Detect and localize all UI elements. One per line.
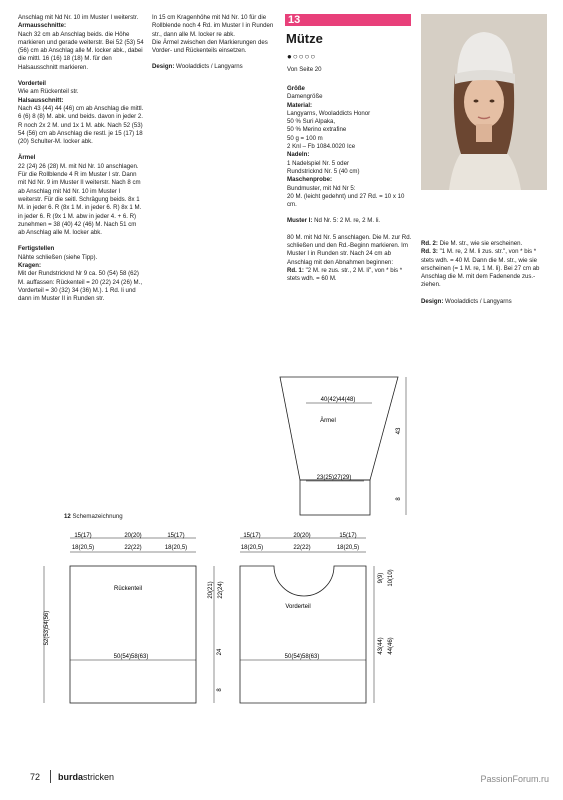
front-width: 50(54)58(63) [284, 654, 320, 660]
front-neck-depth-2: 10(10) [388, 569, 394, 587]
paragraph: 50 g = 100 m [287, 134, 323, 142]
sleeve-cuff-height: 8 [396, 497, 402, 501]
footer-divider [50, 770, 51, 783]
page-number: 72 [30, 772, 41, 782]
paragraph: Halsausschnitt: [18, 96, 64, 104]
paragraph: Größe [287, 85, 305, 92]
paragraph: 50 % Suri Alpaka, [287, 118, 336, 126]
front-top-c: 15(17) [339, 533, 357, 539]
paragraph: 80 M. mit Nd Nr. 5 anschlagen. Die M. zur Rd. schließen und den Rd.-Beginn markieren. Im Muster I in Runden str. Nach 24 cm ab Anschlag mit den Abnahmen beginnen: [287, 233, 412, 266]
front-top2-b: 22(22) [293, 545, 311, 551]
pattern-number-badge: 13 [285, 14, 411, 26]
paragraph: Design: Wooladdicts / Langyarns [421, 297, 512, 305]
front-top-a: 15(17) [243, 533, 261, 539]
back-width: 50(54)58(63) [113, 654, 149, 660]
paragraph: Nach 43 (44) 44 (46) cm ab Anschlag die mittl. 6 (6) 8 (8) M. abk. und beids. davon in jeder 2. R noch 2x 2 M. und 1x 1 M. abk. Nach 52 (53) 54 (56) cm ab Anschlag die restl. je 15 (17) 18 (20) Schulter-M. locker abk. [18, 104, 144, 146]
back-arm-height: 20(21) [208, 581, 214, 599]
front-piece-diagram [234, 528, 414, 708]
watermark: PassionForum.ru [480, 774, 549, 784]
back-top2-a: 18(20,5) [71, 545, 95, 551]
paragraph: Nach 32 cm ab Anschlag beids. die Höhe markieren und gerade weiterstr. Bei 52 (53) 54 (56) cm ab Anschlag alle M. locker abk., dabei die mittl. 16 (16) 18 (18) M. für den Halsausschnitt markieren. [18, 30, 144, 71]
paragraph: Vorderteil [18, 80, 46, 88]
paragraph: Rd. 3: "1 M. re, 2 M. li zus. str.", von * bis * stets wdh. = 40 M. Dann die M. str., wie sie erscheinen (= 1 M. re, 1 M. li). Bei 27 cm ab Anschlag die M. mit dem Fadenende zus.-ziehen. [421, 248, 540, 289]
paragraph: Design: Wooladdicts / Langyarns [152, 63, 243, 71]
back-piece-diagram [36, 528, 224, 708]
back-top-c: 15(17) [167, 533, 185, 539]
back-top2-b: 22(22) [124, 545, 142, 551]
text-column-1 [18, 14, 144, 304]
sleeve-bottom-width: 23(25)27(29) [316, 475, 352, 481]
from-page-note: Von Seite 20 [287, 66, 322, 73]
back-mid-height: 24 [217, 648, 223, 656]
paragraph: Muster I: Nd Nr. 5: 2 M. re, 2 M. li. [287, 217, 381, 225]
difficulty-dots: ●○○○○ [287, 52, 317, 61]
back-arm-height-2: 22(24) [218, 581, 224, 599]
paragraph: Material: [287, 101, 313, 109]
paragraph: Kragen: [18, 262, 42, 270]
front-total-b: 44(46) [388, 637, 394, 655]
paragraph: 1 Nadelspiel Nr. 5 oder [287, 159, 349, 167]
brand-logo: burdastricken [58, 772, 115, 782]
sleeve-height: 43 [396, 427, 402, 435]
page-footer [0, 762, 563, 800]
paragraph: Langyarns, Wooladdicts Honor [287, 109, 371, 117]
front-top2-c: 18(20,5) [336, 545, 360, 551]
paragraph: Anschlag mit Nd Nr. 10 im Muster I weiterstr. [18, 14, 139, 21]
paragraph: Rd. 2: Die M. str., wie sie erscheinen. [421, 240, 523, 247]
front-total-a: 43(44) [378, 637, 384, 655]
back-top-a: 15(17) [74, 533, 92, 539]
paragraph: Maschenprobe: [287, 176, 333, 184]
front-top-b: 20(20) [293, 533, 311, 539]
sleeve-diagram [270, 375, 430, 525]
paragraph: Mit der Rundstricknd Nr 9 ca. 50 (54) 58 (62) M. auffassen: Rückenteil = 20 (22) 24 (26) M., Vorderteil = 30 (32) 34 (36) M.). 1 Rd. li und dann im Muster II in Runden str. [18, 270, 143, 303]
back-total-height: 52(53)54(56) [44, 610, 50, 646]
paragraph: Rundstricknd Nr. 5 (40 cm) [287, 167, 360, 175]
paragraph: In 15 cm Kragenhöhe mit Nd Nr. 10 für die Rollblende noch 4 Rd. im Muster I in Runden str., dann alle M. locker re abk. [152, 14, 274, 38]
sleeve-top-width: 40(42)44(48) [320, 397, 356, 403]
paragraph: Nähte schließen (siehe Tipp). [18, 253, 98, 261]
paragraph: Wie am Rückenteil str. [18, 88, 79, 96]
paragraph: 2 Knl – Fb 1084.0020 Ice [287, 143, 356, 151]
paragraph: Armausschnitte: [18, 22, 67, 30]
paragraph: 50 % Merino extrafine [287, 126, 347, 134]
paragraph: Bundmuster, mit Nd Nr 5: [287, 184, 356, 192]
paragraph: Ärmel [18, 154, 36, 162]
back-label: Rückenteil [113, 586, 143, 592]
text-column-4 [421, 240, 548, 306]
back-top2-c: 18(20,5) [164, 545, 188, 551]
back-top-b: 20(20) [124, 533, 142, 539]
text-column-2 [152, 14, 278, 72]
sleeve-label: Ärmel [320, 418, 336, 424]
schematic-caption: 12 Schemazeichnung [64, 513, 123, 520]
front-neck-depth: 9(9) [378, 572, 384, 584]
front-top2-a: 18(20,5) [240, 545, 264, 551]
paragraph: Damengröße [287, 93, 323, 101]
paragraph: Nadeln: [287, 151, 310, 159]
paragraph: 20 M. (leicht gedehnt) und 27 Rd. = 10 x 10 cm. [287, 192, 405, 209]
paragraph: Fertigstellen [18, 245, 55, 253]
front-label: Vorderteil [285, 604, 311, 610]
text-column-3 [287, 85, 413, 284]
model-photo [421, 14, 547, 190]
back-low-height: 8 [217, 688, 223, 692]
paragraph: Die Ärmel zwischen den Markierungen des Vorder- und Rückenteils einsetzen. [152, 38, 268, 55]
paragraph: 22 (24) 26 (28) M. mit Nd Nr. 10 anschlagen. Für die Rollblende 4 R im Muster I str. Dann mit Nd Nr. 9 im Muster II weiterstr. Nach 8 cm ab Anschlag mit Nd Nr. 10 im Muster I weiterstr. Für die seitl. Schrägung beids. 8x 1 M. in jeder 6. R (8x 1 M. in jeder 6. R) 8x 1 M. in jeder 6. R (9x 1 M. abw in jeder 4. + 6. R) zunehmen = 38 (40) 42 (46) M. Nach 51 cm ab Anschlag alle M. locker abk. [18, 162, 142, 237]
paragraph: Rd. 1: "2 M. re zus. str., 2 M. li", von * bis * stets wdh. = 60 M. [287, 266, 403, 283]
pattern-title: Mütze [286, 31, 323, 46]
